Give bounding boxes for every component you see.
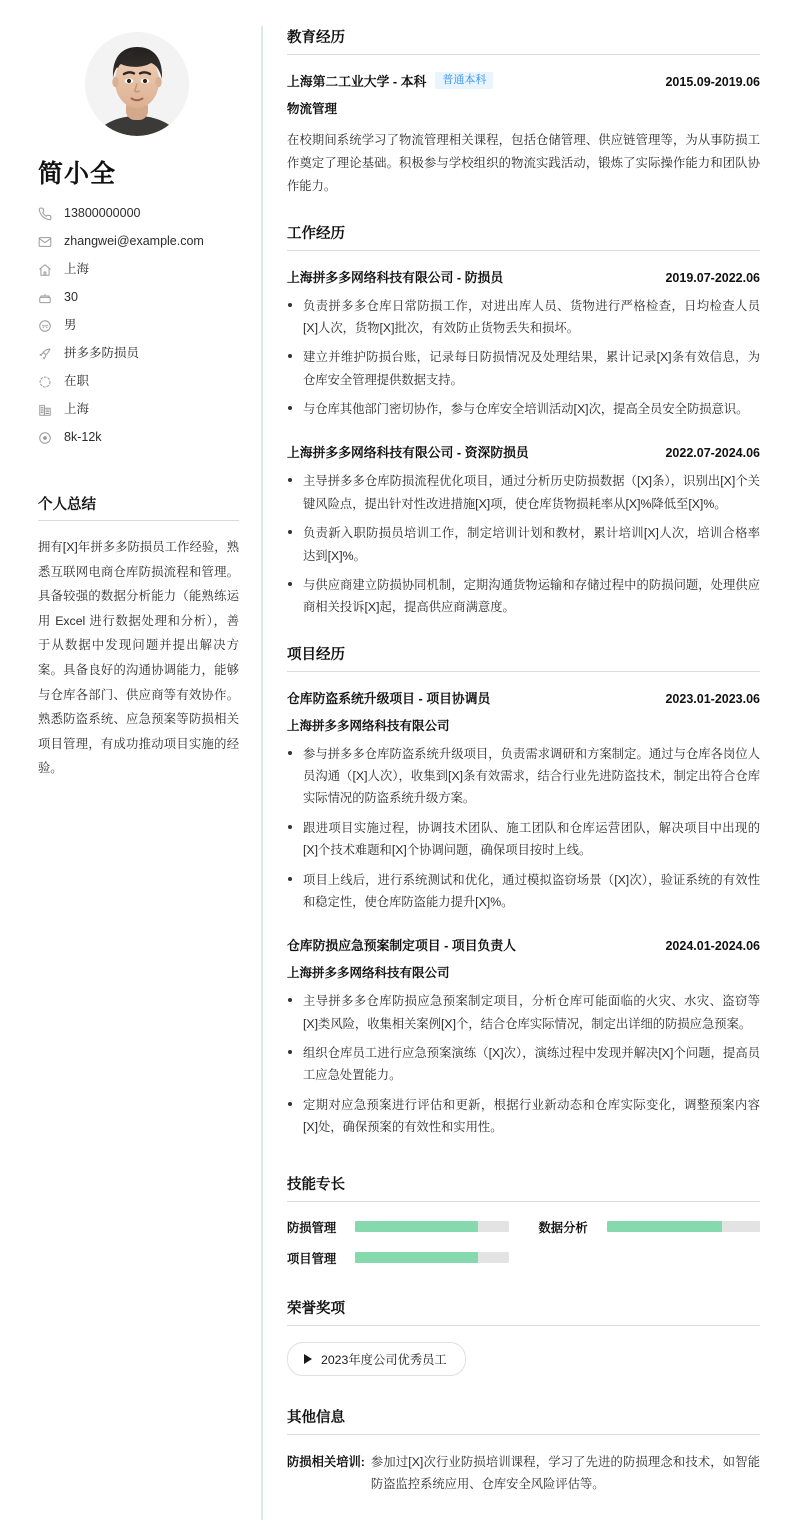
gender-icon: [38, 319, 55, 333]
contact-salary: [38, 430, 239, 445]
project-entry: [287, 688, 760, 914]
bullet-item: 项目上线后，进行系统测试和优化，通过模拟盗窃场景（[X]次），验证系统的有效性和稳定性，使仓库防盗能力提升[X]%。: [287, 869, 760, 914]
contact-value: 在职: [64, 374, 90, 388]
work-entry: [287, 442, 760, 618]
contact-email: [38, 234, 239, 249]
skill-fill: [607, 1221, 722, 1232]
contact-value: 上海: [64, 262, 90, 276]
contact-value: 男: [64, 318, 77, 332]
education-entry: [287, 71, 760, 198]
bullet-item: 组织仓库员工进行应急预案演练（[X]次），演练过程中发现并解决[X]个问题，提高员工应急处置能力。: [287, 1042, 760, 1087]
work-entry-head: [287, 267, 760, 286]
skills-title: 技能专长: [287, 1173, 760, 1202]
contact-value: 30: [64, 290, 78, 304]
age-icon: [38, 291, 55, 305]
bullet-item: 建立并维护防损台账，记录每日防损情况及处理结果，累计记录[X]条有效信息，为仓库安全管理提供数据支持。: [287, 346, 760, 391]
rocket-icon: [38, 347, 55, 361]
project-company: 上海拼多多网络科技有限公司: [287, 966, 450, 981]
project-entry-head: [287, 688, 760, 707]
education-section: [287, 26, 760, 198]
contact-value: zhangwei@example.com: [64, 234, 204, 248]
work-bullets: [287, 470, 760, 618]
bullet-item: 跟进项目实施过程，协调技术团队、施工团队和仓库运营团队，解决项目中出现的[X]个技术难题和[X]个协调问题，确保项目按时上线。: [287, 817, 760, 862]
work-company: 上海拼多多网络科技有限公司 - 资深防损员: [287, 445, 529, 461]
person-name: 简小全: [38, 160, 117, 188]
work-company: 上海拼多多网络科技有限公司 - 防损员: [287, 269, 504, 285]
skill-row: [287, 1249, 509, 1267]
bullet-item: 负责新入职防损员培训工作，制定培训计划和教材，累计培训[X]人次，培训合格率达到[X]%。: [287, 522, 760, 567]
work-entry-head: [287, 442, 760, 461]
honors-section: [287, 1297, 760, 1376]
bullet-item: 主导拼多多仓库防损流程优化项目，通过分析历史防损数据（[X]条），识别出[X]个关键风险点，提出针对性改进措施[X]项，使仓库货物损耗率从[X]%降低至[X]%。: [287, 470, 760, 515]
contact-value: 拼多多防损员: [64, 346, 140, 360]
work-bullets: [287, 295, 760, 421]
envelope-icon: [38, 235, 55, 249]
project-entry: [287, 935, 760, 1138]
project-company: 上海拼多多网络科技有限公司: [287, 718, 450, 733]
work-date: 2022.07-2024.06: [665, 446, 760, 461]
main-content: [263, 26, 760, 1520]
project-bullets: [287, 743, 760, 914]
contact-position: [38, 346, 239, 361]
skill-track: [607, 1221, 761, 1232]
avatar: [85, 32, 189, 136]
education-title: 教育经历: [287, 26, 760, 55]
projects-title: 项目经历: [287, 643, 760, 672]
bullet-item: 与供应商建立防损协同机制，定期沟通货物运输和存储过程中的防损问题，处理供应商相关投诉[X]起，提高供应商满意度。: [287, 574, 760, 619]
bullet-item: 定期对应急预案进行评估和更新，根据行业新动态和仓库实际变化，调整预案内容[X]处，确保预案的有效性和实用性。: [287, 1094, 760, 1139]
contact-age: [38, 290, 239, 305]
skill-track: [355, 1221, 509, 1232]
work-entry: [287, 267, 760, 421]
contact-value: 8k-12k: [64, 430, 102, 444]
bullet-item: 负责拼多多仓库日常防损工作，对进出库人员、货物进行严格检查，日均检查人员[X]人次，货物[X]批次，有效防止货物丢失和损坏。: [287, 295, 760, 340]
phone-icon: [38, 207, 55, 221]
project-bullets: [287, 990, 760, 1138]
project-name: 仓库防盗系统升级项目 - 项目协调员: [287, 690, 491, 706]
work-section: [287, 222, 760, 619]
avatar-container: [34, 32, 239, 136]
summary-section: [38, 493, 239, 781]
other-info-section: [287, 1406, 760, 1496]
education-badge: 普通本科: [435, 72, 493, 90]
skill-label: 数据分析: [538, 1220, 588, 1235]
skill-label: 项目管理: [287, 1251, 337, 1266]
contact-status: [38, 374, 239, 389]
sidebar: [34, 26, 263, 1520]
honor-item[interactable]: [287, 1342, 466, 1376]
skill-fill: [355, 1252, 478, 1263]
skills-section: [287, 1173, 760, 1267]
honor-label: 2023年度公司优秀员工: [321, 1352, 447, 1367]
bullet-item: 参与拼多多仓库防盗系统升级项目，负责需求调研和方案制定。通过与仓库各岗位人员沟通（[X]人次），收集到[X]条有效需求，结合行业先进防盗技术，制定出符合仓库实际情况的防盗系统升级方案。: [287, 743, 760, 810]
contact-location: [38, 262, 239, 277]
education-school: 上海第二工业大学 - 本科: [287, 74, 427, 89]
other-info-title: 其他信息: [287, 1406, 760, 1435]
skill-fill: [355, 1221, 478, 1232]
work-date: 2019.07-2022.06: [665, 270, 760, 285]
contact-industry: [38, 402, 239, 417]
home-icon: [38, 263, 55, 277]
bullet-item: 主导拼多多仓库防损应急预案制定项目，分析仓库可能面临的火灾、水灾、盗窃等[X]类风险，收集相关案例[X]个，结合仓库实际情况，制定出详细的防损应急预案。: [287, 990, 760, 1035]
building-icon: [38, 403, 55, 417]
other-info-label: 防损相关培训:: [287, 1454, 365, 1469]
play-triangle-icon: [304, 1354, 312, 1364]
contact-gender: [38, 318, 239, 333]
projects-section: [287, 643, 760, 1139]
contact-value: 13800000000: [64, 206, 141, 220]
skill-row: [539, 1218, 761, 1236]
education-entry-head: [287, 71, 760, 90]
work-title: 工作经历: [287, 222, 760, 251]
project-date: 2024.01-2024.06: [665, 939, 760, 954]
salary-icon: [38, 431, 55, 445]
portrait-photo-icon: [85, 32, 189, 136]
contact-value: 上海: [64, 402, 90, 416]
project-name: 仓库防损应急预案制定项目 - 项目负责人: [287, 938, 516, 954]
contact-list: [38, 206, 239, 445]
skill-track: [355, 1252, 509, 1263]
honor-list: [287, 1342, 760, 1376]
project-date: 2023.01-2023.06: [665, 691, 760, 706]
other-info-value: 参加过[X]次行业防损培训课程，学习了先进的防损理念和技术，如智能防盗监控系统应用、仓库安全风险评估等。: [370, 1454, 760, 1492]
contact-phone: [38, 206, 239, 221]
education-description: 在校期间系统学习了物流管理相关课程，包括仓储管理、供应链管理等，为从事防损工作奠定了理论基础。积极参与学校组织的物流实践活动，锻炼了实际操作能力和团队协作能力。: [287, 133, 760, 193]
honors-title: 荣誉奖项: [287, 1297, 760, 1326]
skills-grid: [287, 1218, 760, 1267]
education-school-line: [287, 71, 493, 90]
bullet-item: 与仓库其他部门密切协作，参与仓库安全培训活动[X]次，提高全员安全防损意识。: [287, 398, 760, 420]
status-icon: [38, 375, 55, 389]
skill-label: 防损管理: [287, 1220, 337, 1235]
summary-title: 个人总结: [38, 493, 239, 521]
skill-row: [287, 1218, 509, 1236]
education-date: 2015.09-2019.06: [665, 75, 760, 89]
other-info-row: [287, 1451, 760, 1496]
project-entry-head: [287, 935, 760, 954]
education-major: 物流管理: [287, 102, 338, 116]
summary-text: 拥有[X]年拼多多防损员工作经验，熟悉互联网电商仓库防损流程和管理。具备较强的数据分析能力（能熟练运用 Excel 进行数据处理和分析），善于从数据中发现问题并提出解决方案。具备良好的沟通协调能力，能够与仓库各部门、供应商等有效协作。熟悉防盗系统、应急预案等防损相关项目管理，有成功推动项目实施的经验。: [38, 540, 239, 776]
